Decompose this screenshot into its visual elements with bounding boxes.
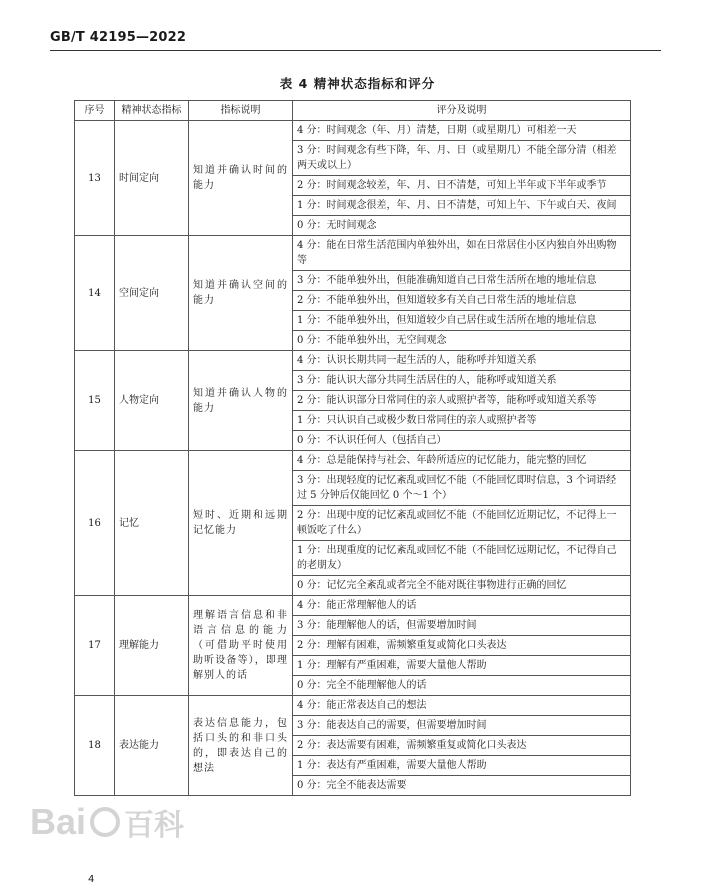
cell-score-description: 1 分：时间观念很差，年、月、日不清楚，可知上午、下午或白天、夜间 bbox=[293, 196, 631, 216]
table-row bbox=[75, 596, 631, 616]
cell-indicator-name: 时间定向 bbox=[115, 121, 189, 236]
cell-score-description: 2 分：出现中度的记忆紊乱或回忆不能（不能回忆近期记忆，不记得上一顿饭吃了什么） bbox=[293, 506, 631, 541]
table-row bbox=[75, 696, 631, 716]
page-number: 4 bbox=[88, 874, 95, 885]
cell-score-description: 4 分：能正常表达自己的想法 bbox=[293, 696, 631, 716]
cell-item-number: 15 bbox=[75, 351, 115, 451]
column-header-no: 序号 bbox=[75, 101, 115, 121]
cell-score-description: 3 分：能认识大部分共同生活居住的人，能称呼或知道关系 bbox=[293, 371, 631, 391]
cell-score-description: 3 分：出现轻度的记忆紊乱或回忆不能（不能回忆即时信息，3 个词语经过 5 分钟后仅能回忆 0 个～1 个） bbox=[293, 471, 631, 506]
cell-score-description: 3 分：不能单独外出，但能准确知道自己日常生活所在地的地址信息 bbox=[293, 271, 631, 291]
cell-score-description: 4 分：总是能保持与社会、年龄所适应的记忆能力，能完整的回忆 bbox=[293, 451, 631, 471]
cell-indicator-name: 表达能力 bbox=[115, 696, 189, 796]
cell-score-description: 1 分：不能单独外出，但知道较少自己居住或生活所在地的地址信息 bbox=[293, 311, 631, 331]
cell-score-description: 2 分：表达需要有困难，需频繁重复或简化口头表达 bbox=[293, 736, 631, 756]
cell-score-description: 2 分：能认识部分日常同住的亲人或照护者等，能称呼或知道关系等 bbox=[293, 391, 631, 411]
cell-indicator-name: 人物定向 bbox=[115, 351, 189, 451]
cell-score-description: 2 分：时间观念较差，年、月、日不清楚，可知上半年或下半年或季节 bbox=[293, 176, 631, 196]
cell-score-description: 0 分：无时间观念 bbox=[293, 216, 631, 236]
cell-score-description: 1 分：只认识自己或极少数日常同住的亲人或照护者等 bbox=[293, 411, 631, 431]
table-row bbox=[75, 236, 631, 271]
cell-score-description: 2 分：理解有困难，需频繁重复或简化口头表达 bbox=[293, 636, 631, 656]
cell-indicator-description: 短时、近期和远期记忆能力 bbox=[189, 451, 293, 596]
cell-score-description: 4 分：能在日常生活范围内单独外出，如在日常居住小区内独自外出购物等 bbox=[293, 236, 631, 271]
cell-item-number: 16 bbox=[75, 451, 115, 596]
baidu-watermark bbox=[30, 800, 184, 844]
cell-score-description: 3 分：能理解他人的话，但需要增加时间 bbox=[293, 616, 631, 636]
cell-score-description: 0 分：不认识任何人（包括自己） bbox=[293, 431, 631, 451]
cell-score-description: 1 分：出现重度的记忆紊乱或回忆不能（不能回忆远期记忆，不记得自己的老朋友） bbox=[293, 541, 631, 576]
cell-score-description: 3 分：时间观念有些下降，年、月、日（或星期几）不能全部分清（相差两天或以上） bbox=[293, 141, 631, 176]
cell-score-description: 1 分：表达有严重困难，需要大量他人帮助 bbox=[293, 756, 631, 776]
table-body bbox=[75, 121, 631, 796]
cell-score-description: 0 分：记忆完全紊乱或者完全不能对既往事物进行正确的回忆 bbox=[293, 576, 631, 596]
cell-score-description: 4 分：认识长期共同一起生活的人，能称呼并知道关系 bbox=[293, 351, 631, 371]
cell-indicator-name: 理解能力 bbox=[115, 596, 189, 696]
cell-indicator-name: 空间定向 bbox=[115, 236, 189, 351]
cell-indicator-name: 记忆 bbox=[115, 451, 189, 596]
cell-indicator-description: 理解语言信息和非语言信息的能力（可借助平时使用助听设备等），即理解别人的话 bbox=[189, 596, 293, 696]
cell-score-description: 0 分：不能单独外出，无空间观念 bbox=[293, 331, 631, 351]
cell-indicator-description: 知道并确认人物的能力 bbox=[189, 351, 293, 451]
watermark-latin: Bai bbox=[30, 801, 87, 842]
cell-item-number: 14 bbox=[75, 236, 115, 351]
cell-score-description: 0 分：完全不能理解他人的话 bbox=[293, 676, 631, 696]
cell-item-number: 13 bbox=[75, 121, 115, 236]
standard-code: GB/T 42195—2022 bbox=[50, 30, 187, 45]
mental-state-table bbox=[74, 100, 631, 796]
table-row bbox=[75, 121, 631, 141]
cell-score-description: 4 分：时间观念（年、月）清楚，日期（或星期几）可相差一天 bbox=[293, 121, 631, 141]
table-row bbox=[75, 351, 631, 371]
table-header-row bbox=[75, 101, 631, 121]
cell-indicator-description: 表达信息能力，包括口头的和非口头的，即表达自己的想法 bbox=[189, 696, 293, 796]
cell-indicator-description: 知道并确认时间的能力 bbox=[189, 121, 293, 236]
table-title: 表 4 精神状态指标和评分 bbox=[279, 76, 436, 91]
table-row bbox=[75, 451, 631, 471]
cell-score-description: 0 分：完全不能表达需要 bbox=[293, 776, 631, 796]
cell-score-description: 2 分：不能单独外出，但知道较多有关自己日常生活的地址信息 bbox=[293, 291, 631, 311]
cell-item-number: 17 bbox=[75, 596, 115, 696]
cell-score-description: 4 分：能正常理解他人的话 bbox=[293, 596, 631, 616]
paw-icon bbox=[90, 807, 120, 837]
cell-indicator-description: 知道并确认空间的能力 bbox=[189, 236, 293, 351]
column-header-description: 指标说明 bbox=[189, 101, 293, 121]
cell-item-number: 18 bbox=[75, 696, 115, 796]
column-header-indicator: 精神状态指标 bbox=[115, 101, 189, 121]
header-rule bbox=[50, 50, 661, 51]
column-header-scores: 评分及说明 bbox=[293, 101, 631, 121]
cell-score-description: 3 分：能表达自己的需要，但需要增加时间 bbox=[293, 716, 631, 736]
watermark-cn: 百科 bbox=[124, 808, 185, 843]
cell-score-description: 1 分：理解有严重困难，需要大量他人帮助 bbox=[293, 656, 631, 676]
